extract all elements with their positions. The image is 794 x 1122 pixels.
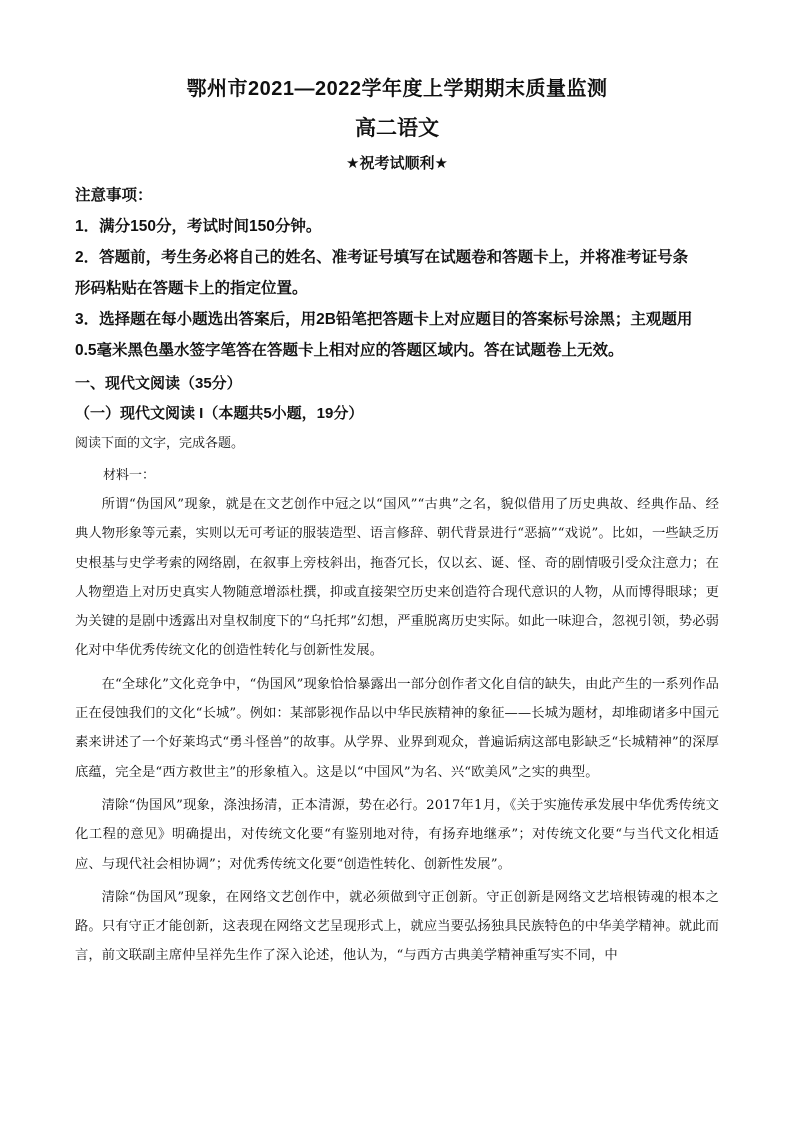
note-line-1: 1．满分150分，考试时间150分钟。 (75, 218, 322, 235)
section-heading: 一、现代文阅读（35分） (75, 375, 242, 392)
passage-body (75, 490, 719, 975)
notes-heading: 注意事项： (75, 187, 153, 204)
material-label: 材料一： (103, 468, 156, 483)
note-line-3a: 3．选择题在每小题选出答案后，用2B铅笔把答题卡上对应题目的答案标号涂黑；主观题用 (75, 311, 693, 328)
good-luck-line: ★祝考试顺利★ (346, 155, 448, 172)
subsection-heading: （一）现代文阅读 I（本题共5小题，19分） (75, 405, 364, 422)
exam-title: 鄂州市2021—2022学年度上学期期末质量监测 (186, 78, 608, 100)
paragraph: 清除“伪国风”现象，在网络文艺创作中，就必须做到守正创新。守正创新是网络文艺培根铸魂的根本之路。只有守正才能创新，这表现在网络文艺呈现形式上，就应当要弘扬独具民族特色的中华美学精神。就此而言，前文联副主席仲呈祥先生作了深入论述，他认为，“与西方古典美学精神重写实不同，中 (75, 889, 719, 964)
paragraph: 在“全球化”文化竞争中，“伪国风”现象恰恰暴露出一部分创作者文化自信的缺失，由此产生的一系列作品正在侵蚀我们的文化“长城”。例如：某部影视作品以中华民族精神的象征——长城为题材，却堆砌诸多中国元素来讲述了一个好莱坞式“勇斗怪兽”的故事。从学界、业界到观众，普遍诟病这部电影缺乏“长城精神”的深厚底蕴，完全是“西方救世主”的形象植入。这是以“中国风”为名、兴“欧美风”之实的典型。 (75, 676, 719, 780)
reading-instruction: 阅读下面的文字，完成各题。 (75, 436, 245, 451)
paragraph: 清除“伪国风”现象，涤浊扬清，正本清源，势在必行。2017年1月，《关于实施传承发展中华优秀传统文化工程的意见》明确提出，对传统文化要“有鉴别地对待，有扬弃地继承”；对传统文化要“与当代文化相适应、与现代社会相协调”；对优秀传统文化要“创造性转化、创新性发展”。 (75, 797, 719, 872)
note-line-2b: 形码粘贴在答题卡上的指定位置。 (75, 280, 308, 297)
paragraph: 所谓“伪国风”现象，就是在文艺创作中冠之以“国风”“古典”之名，貌似借用了历史典故、经典作品、经典人物形象等元素，实则以无可考证的服装造型、语言修辞、朝代背景进行“恶搞”“戏说”。比如，一些缺乏历史根基与史学考索的网络剧，在叙事上旁枝斜出，拖沓冗长，仅以玄、诞、怪、奇的剧情吸引受众注意力；在人物塑造上对历史真实人物随意增添杜撰，抑或直接架空历史来创造符合现代意识的人物，从而博得眼球；更为关键的是剧中透露出对皇权制度下的“乌托邦”幻想，严重脱离历史实际。如此一味迎合，忽视引领，势必弱化对中华优秀传统文化的创造性转化与创新性发展。 (75, 497, 719, 659)
note-line-2a: 2．答题前，考生务必将自己的姓名、准考证号填写在试题卷和答题卡上，并将准考证号条 (75, 249, 689, 266)
notes-block (75, 180, 725, 366)
note-line-3b: 0.5毫米黑色墨水签字笔答在答题卡上相对应的答题区域内。答在试题卷上无效。 (75, 342, 624, 359)
exam-subject: 高二语文 (355, 117, 439, 140)
